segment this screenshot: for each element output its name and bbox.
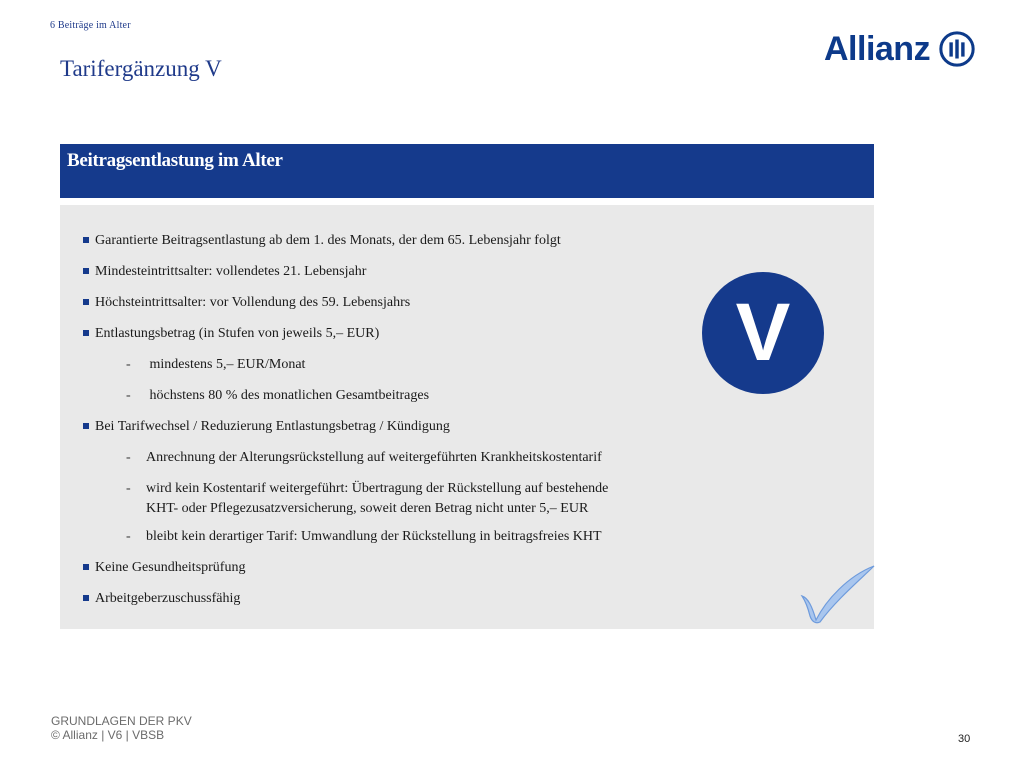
item-text: Arbeitgeberzuschussfähig	[95, 591, 241, 606]
dash-marker: -	[126, 529, 131, 544]
sub-item	[82, 521, 608, 552]
square-bullet-icon	[83, 299, 89, 305]
dash-marker: -	[126, 357, 131, 372]
item-text: Anrechnung der Alterungsrückstellung auf weitergeführten Krankheitskostentarif	[146, 450, 602, 465]
item-text: wird kein Kostentarif weitergeführt: Übertragung der Rückstellung auf bestehende	[146, 481, 609, 496]
badge-letter: V	[735, 287, 791, 378]
item-text: mindestens 5,– EUR/Monat	[146, 357, 306, 372]
item-text: Garantierte Beitragsentlastung ab dem 1. des Monats, der dem 65. Lebensjahr folgt	[95, 233, 561, 248]
breadcrumb: 6 Beiträge im Alter	[50, 20, 131, 31]
sub-item	[82, 349, 608, 380]
allianz-logo	[824, 28, 976, 70]
square-bullet-icon	[83, 595, 89, 601]
bullet-list	[82, 225, 608, 614]
bullet-item	[82, 411, 608, 442]
square-bullet-icon	[83, 564, 89, 570]
item-text: Bei Tarifwechsel / Reduzierung Entlastungsbetrag / Kündigung	[95, 419, 450, 434]
panel-body	[60, 205, 874, 629]
square-bullet-icon	[83, 423, 89, 429]
item-text: Höchsteintrittsalter: vor Vollendung des 59. Lebensjahrs	[95, 295, 411, 310]
dash-marker: -	[126, 481, 131, 496]
item-text: Keine Gesundheitsprüfung	[95, 560, 246, 575]
bullet-item	[82, 583, 608, 614]
footer-copyright: © Allianz | V6 | VBSB	[51, 728, 165, 742]
page-number: 30	[958, 733, 971, 745]
item-text: bleibt kein derartiger Tarif: Umwandlung der Rückstellung in beitragsfreies KHT	[146, 529, 602, 544]
dash-marker: -	[126, 450, 131, 465]
square-bullet-icon	[83, 268, 89, 274]
footer-title: GRUNDLAGEN DER PKV	[51, 714, 192, 728]
sub-item	[82, 442, 608, 473]
item-text: höchstens 80 % des monatlichen Gesamtbeitrages	[146, 388, 430, 403]
bullet-item	[82, 552, 608, 583]
bullet-item	[82, 318, 608, 349]
item-text: Entlastungsbetrag (in Stufen von jeweils 5,– EUR)	[95, 326, 380, 341]
square-bullet-icon	[83, 237, 89, 243]
page-title: Tarifergänzung V	[60, 56, 222, 81]
footer	[51, 714, 192, 742]
panel-header	[60, 144, 874, 198]
logo-wordmark: Allianz	[824, 29, 931, 68]
bullet-item	[82, 225, 608, 256]
bullet-item	[82, 256, 608, 287]
tariff-v-badge	[702, 272, 824, 394]
allianz-logo-icon	[938, 30, 976, 68]
checkmark-icon	[796, 560, 878, 626]
panel-title: Beitragsentlastung im Alter	[67, 150, 283, 171]
item-text: Mindesteintrittsalter: vollendetes 21. Lebensjahr	[95, 264, 367, 279]
sub-item	[82, 380, 608, 411]
sub-item	[82, 473, 608, 521]
item-text-continued: KHT- oder Pflegezusatzversicherung, soweit deren Betrag nicht unter 5,– EUR	[146, 501, 589, 516]
square-bullet-icon	[83, 330, 89, 336]
dash-marker: -	[126, 388, 131, 403]
bullet-item	[82, 287, 608, 318]
